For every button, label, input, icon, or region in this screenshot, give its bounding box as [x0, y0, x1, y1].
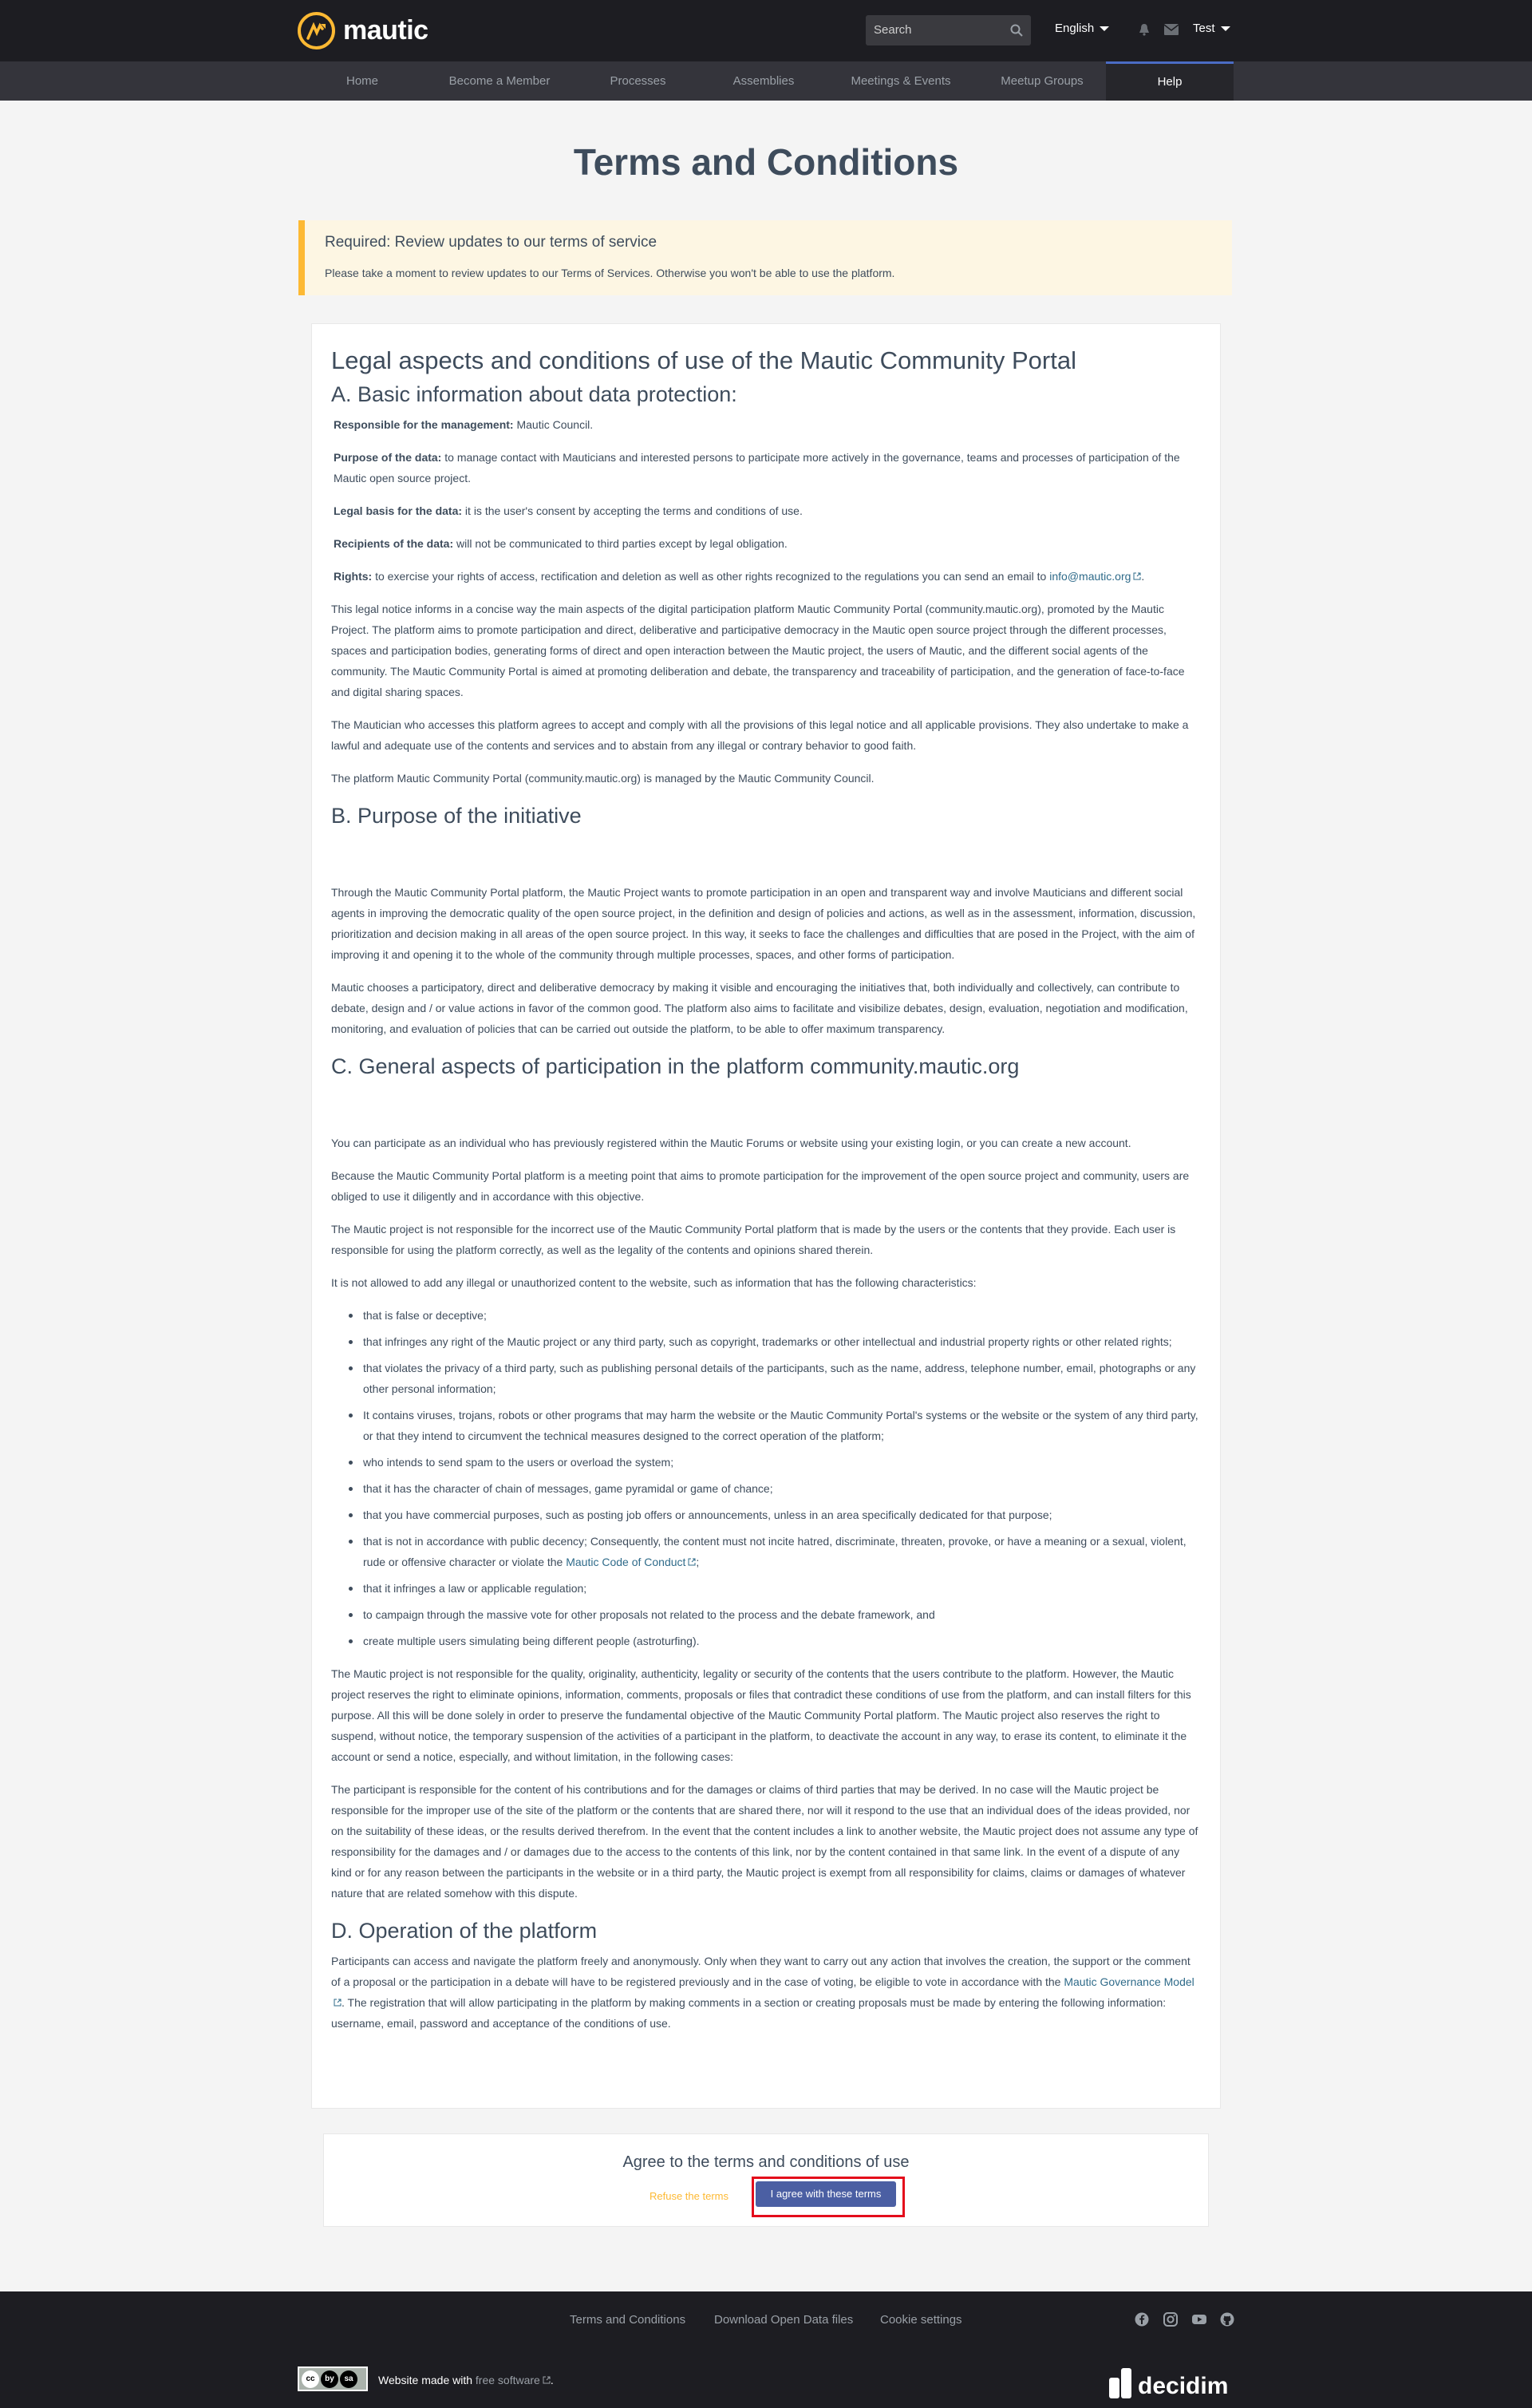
participation-paragraph-2: Because the Mautic Community Portal platform is a meeting point that aims to promote participation for the improvement of the open source project and community, users are obliged to use it diligently and in accordance with this objective. — [331, 1169, 1190, 1203]
section-a-title: A. Basic information about data protection: — [331, 382, 737, 406]
by-icon: by — [321, 2370, 338, 2388]
footer-open-data-link[interactable]: Download Open Data files — [714, 2313, 854, 2327]
prohibited-content-list — [349, 1305, 1201, 1651]
purpose-paragraph-2: Mautic chooses a participatory, direct and deliberative democracy by making it visible and encouraging the initiatives that, both individually and collectively, can contribute to debate, design and / or value actions in favor of the common good. The platform also aims to facilitate and visibilize debates, design, evaluation, negotiation and modification, monitoring, and evaluation of policies that can be carried out outside the platform, to be able to offer maximum transparency. — [331, 981, 1188, 1035]
list-item: that it has the character of chain of messages, game pyramidal or game of chance; — [349, 1478, 1201, 1499]
terms-card — [311, 323, 1221, 2109]
list-item: that violates the privacy of a third party, such as publishing personal details of the participants, such as the name, address, telephone number, email, photographs or any other personal information; — [349, 1358, 1201, 1399]
list-item: that infringes any right of the Mautic project or any third party, such as copyright, trademarks or other intellectual and industrial property rights or other related rights; — [349, 1331, 1201, 1352]
responsible-row: Responsible for the management: Mautic Council. — [334, 418, 594, 431]
nav-processes[interactable]: Processes — [610, 74, 666, 88]
sa-icon: sa — [340, 2370, 357, 2388]
list-item: that is false or deceptive; — [349, 1305, 1201, 1326]
rights-row: Rights: to exercise your rights of access, rectification and deletion as well as other rights recognized to the regulations you can send an email to info@mautic.org . — [334, 570, 1145, 583]
participation-paragraph-1: You can participate as an individual who has previously registered within the Mautic Forums or website using your existing login, or you can create a new account. — [331, 1137, 1131, 1149]
external-link-icon — [334, 1999, 342, 2007]
decidim-logo[interactable] — [1109, 2366, 1228, 2398]
user-name: Test — [1193, 22, 1215, 35]
brand-logo[interactable] — [298, 12, 428, 49]
search-icon[interactable] — [1010, 24, 1023, 37]
user-menu[interactable] — [1193, 22, 1230, 35]
agree-title: Agree to the terms and conditions of use — [622, 2153, 910, 2171]
decidim-logo-icon — [1109, 2366, 1135, 2398]
brand-name: mautic — [343, 15, 428, 45]
email-link[interactable]: info@mautic.org — [1049, 570, 1141, 583]
external-link-icon — [688, 1558, 696, 1566]
spacer — [331, 1086, 1201, 1133]
terms-content — [331, 345, 1201, 2046]
terms-heading: Legal aspects and conditions of use of the Mautic Community Portal — [331, 346, 1076, 374]
list-item: to campaign through the massive vote for other proposals not related to the process and the debate framework, and — [349, 1604, 1201, 1625]
page-title: Terms and Conditions — [573, 141, 959, 183]
spacer — [331, 836, 1201, 882]
governance-model-link[interactable]: Mautic Governance Model — [331, 1975, 1194, 2009]
github-icon[interactable] — [1220, 2312, 1234, 2327]
footer-cookie-settings-link[interactable]: Cookie settings — [880, 2313, 962, 2327]
nav-home[interactable]: Home — [345, 74, 378, 88]
external-link-icon — [1133, 572, 1141, 580]
agree-box — [323, 2133, 1209, 2227]
free-software-link[interactable]: free software — [476, 2374, 551, 2386]
section-d-title: D. Operation of the platform — [331, 1919, 598, 1943]
list-item: that is not in accordance with public decency; Consequently, the content must not incite hatred, discriminate, threaten, provoke, or have a meaning or a sexual, violent, rude or offensive character or violate the Mautic Code of Conduct ; — [349, 1531, 1201, 1572]
nav-meetup-groups[interactable]: Meetup Groups — [1001, 74, 1084, 88]
mautician-paragraph: The Mautician who accesses this platform agrees to accept and comply with all the provisions of this legal notice and all applicable provisions. They also undertake to make a lawful and adequate use of the contents and services and to abstain from any illegal or contrary behavior to good faith. — [331, 718, 1189, 752]
search-input[interactable] — [866, 15, 1031, 45]
bell-icon[interactable] — [1138, 23, 1151, 36]
purpose-paragraph-1: Through the Mautic Community Portal platform, the Mautic Project wants to promote participation in an open and transparent way and involve Mauticians and different social agents in improving the democratic quality of the open source project, in the definition and design of policies and actions, as well as in the assessment, information, discussion, prioritization and decision making in all areas of the open source project. In this way, it seeks to face the challenges and difficulties that are posed in the Project, with the aim of improving it and opening it to the whole of the community through multiple processes, spaces, and other forms of participation. — [331, 886, 1196, 961]
code-of-conduct-link[interactable]: Mautic Code of Conduct — [566, 1556, 696, 1568]
callout-title: Required: Review updates to our terms of service — [325, 234, 657, 251]
nav-help[interactable]: Help — [1106, 61, 1234, 101]
agree-button[interactable]: I agree with these terms — [756, 2181, 896, 2207]
responsibility-paragraph: The Mautic project is not responsible for the quality, originality, authenticity, legality or security of the contents that the users contribute to the platform. However, the Mautic project reserves the right to eliminate opinions, information, comments, proposals or files that contradict these conditions of use from the platform, and can install filters for this purpose. All this will be done solely in order to preserve the fundamental objective of the Mautic Community Portal platform. The Mautic project also reserves the right to suspend, without notice, the temporary suspension of the activities of a participant in the platform, to deactivate the account in any way, to erase its content, to eliminate it the account or send a notice, especially, and without limitation, in the following cases: — [331, 1667, 1191, 1763]
language-label: English — [1055, 22, 1095, 35]
decidim-wordmark: decidim — [1138, 2373, 1229, 2399]
list-item: create multiple users simulating being different people (astroturfing). — [349, 1631, 1201, 1651]
mail-icon[interactable] — [1164, 24, 1179, 35]
list-item: that you have commercial purposes, such as posting job offers or announcements, unless in an area specifically dedicated for that purpose; — [349, 1505, 1201, 1525]
search-placeholder: Search — [874, 23, 912, 37]
section-b-title: B. Purpose of the initiative — [331, 804, 582, 828]
mautic-logo-icon — [298, 12, 335, 49]
creative-commons-badge[interactable] — [298, 2366, 368, 2391]
nav-meetings-events[interactable]: Meetings & Events — [851, 74, 951, 88]
list-item: who intends to send spam to the users or overload the system; — [349, 1452, 1201, 1473]
chevron-down-icon — [1100, 26, 1109, 31]
legal-notice-paragraph: This legal notice informs in a concise way the main aspects of the digital participation platform Mautic Community Portal (community.mautic.org), promoted by the Mautic Project. The platform aims to promote participation and direct, deliberative and participative democracy in the Mautic open source project through the different processes, spaces and participation bodies, generating forms of direct and open interaction between the Mautic project, the users of Mautic, and the different social agents of the community. The Mautic Community Portal is aimed at promoting deliberation and debate, the transparency and traceability of participation, and the generation of face-to-face and digital sharing spaces. — [331, 603, 1185, 698]
nav-assemblies[interactable]: Assemblies — [732, 74, 795, 88]
legal-basis-row: Legal basis for the data: it is the user's consent by accepting the terms and conditions of use. — [334, 504, 803, 517]
callout-text: Please take a moment to review updates to our Terms of Services. Otherwise you won't be able to use the platform. — [325, 267, 895, 279]
youtube-icon[interactable] — [1192, 2312, 1206, 2327]
external-link-icon — [543, 2376, 551, 2384]
nav-become-member[interactable]: Become a Member — [448, 74, 551, 88]
facebook-icon[interactable] — [1135, 2312, 1149, 2327]
operation-paragraph: Participants can access and navigate the platform freely and anonymously. Only when they want to carry out any action that involves the creation, the support or the comment of a proposal or the participation in a debate will have to be registered previously and in the case of voting, be eligible to vote in accordance with the Mautic Governance Model. The registration that will allow participating in the platform by making comments in a section or creating proposals must be made by entering the following information: username, email, password and acceptance of the conditions of use. — [331, 1955, 1194, 2030]
participation-paragraph-3: The Mautic project is not responsible for the incorrect use of the Mautic Community Portal platform that is made by the users or the contents that they provide. Each user is responsible for using the platform correctly, as well as the legality of the contents and opinions shared therein. — [331, 1223, 1176, 1256]
purpose-row: Purpose of the data: to manage contact with Mauticians and interested persons to participate more actively in the governance, teams and processes of participation of the Mautic open source project. — [334, 451, 1180, 484]
made-with-text: Website made with free software . — [378, 2374, 554, 2386]
review-updates-callout — [298, 220, 1232, 295]
footer-terms-link[interactable]: Terms and Conditions — [570, 2313, 686, 2327]
footer — [0, 2291, 1532, 2408]
cc-icon: cc — [302, 2370, 319, 2388]
participant-responsibility-paragraph: The participant is responsible for the content of his contributions and for the damages or claims of third parties that may be derived. In no case will the Mautic project be responsible for the improper use of the site of the platform or the contents that are shared there, nor will it respond to the use that an individual does of the ideas provided, nor on the suitability of these ideas, or the results derived therefrom. In the event that the content includes a link to another website, the Mautic project does not assume any type of responsibility for the damages and / or damages due to the access to the contents of this link, nor by the content contained in that same link. In the event of a dispute of any kind or for any reason between the participants in the website or in a third party, the Mautic project is exempt from all responsibility for claims, claims or damages of whatever nature that are related somehow with this dispute. — [331, 1783, 1198, 1900]
language-selector[interactable] — [1055, 22, 1109, 35]
participation-paragraph-4: It is not allowed to add any illegal or unauthorized content to the website, such as information that has the following characteristics: — [331, 1276, 977, 1289]
chevron-down-icon — [1221, 26, 1230, 31]
list-item: It contains viruses, trojans, robots or other programs that may harm the website or the Mautic Community Portal's systems or the website or the system of any third party, or that they intend to circumvent the technical measures designed to the correct operation of the platform; — [349, 1405, 1201, 1446]
refuse-terms-link[interactable]: Refuse the terms — [650, 2190, 728, 2202]
instagram-icon[interactable] — [1163, 2312, 1178, 2327]
list-item: that it infringes a law or applicable regulation; — [349, 1578, 1201, 1599]
top-bar — [0, 0, 1532, 61]
managed-by-paragraph: The platform Mautic Community Portal (community.mautic.org) is managed by the Mautic Community Council. — [331, 772, 875, 785]
section-c-title: C. General aspects of participation in the platform community.mautic.org — [331, 1054, 1020, 1078]
recipients-row: Recipients of the data: will not be communicated to third parties except by legal obligation. — [334, 537, 788, 550]
main-navigation — [0, 61, 1532, 101]
